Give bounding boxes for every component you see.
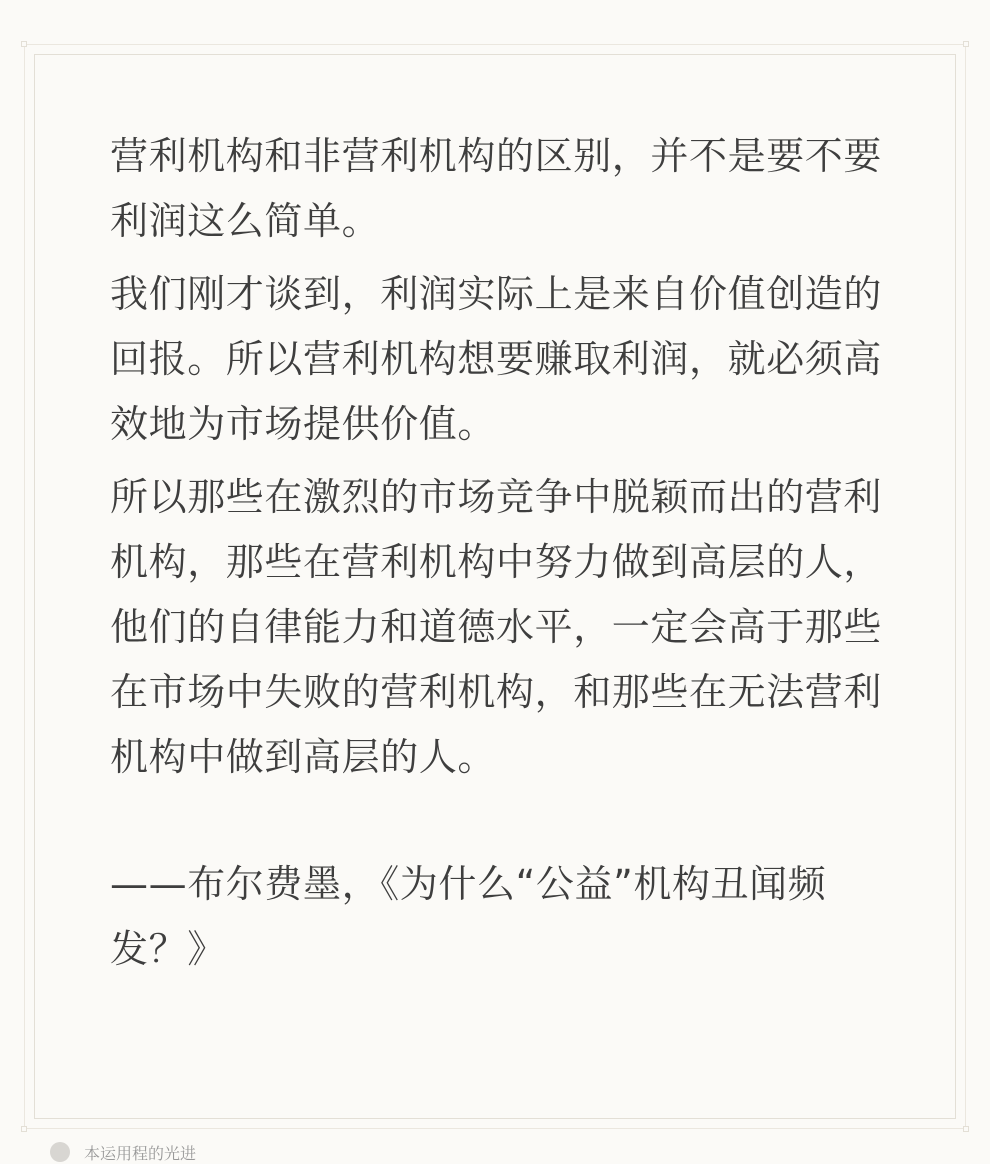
paragraph-3: 所以那些在激烈的市场竞争中脱颖而出的营利机构，那些在营利机构中努力做到高层的人，他们的自律能力和道德水平，一定会高于那些在市场中失败的营利机构，和那些在无法营利机构中做到高层的人。 — [110, 475, 883, 779]
paragraph-2: 我们刚才谈到，利润实际上是来自价值创造的回报。所以营利机构想要赚取利润，就必须高效地为市场提供价值。 — [110, 272, 883, 446]
corner-ornament-top-left — [21, 41, 27, 47]
corner-ornament-bottom-right — [963, 1126, 969, 1132]
quote-attribution: ——布尔费墨，《为什么“公益”机构丑闻频发？》 — [110, 862, 827, 971]
footer-text: 本运用程的光进 — [84, 1143, 197, 1163]
article-content — [110, 124, 890, 990]
footer-bar[interactable] — [50, 1142, 196, 1162]
corner-ornament-bottom-left — [21, 1126, 27, 1132]
paragraph-1: 营利机构和非营利机构的区别，并不是要不要利润这么简单。 — [110, 134, 883, 243]
avatar-icon — [50, 1142, 70, 1162]
corner-ornament-top-right — [963, 41, 969, 47]
